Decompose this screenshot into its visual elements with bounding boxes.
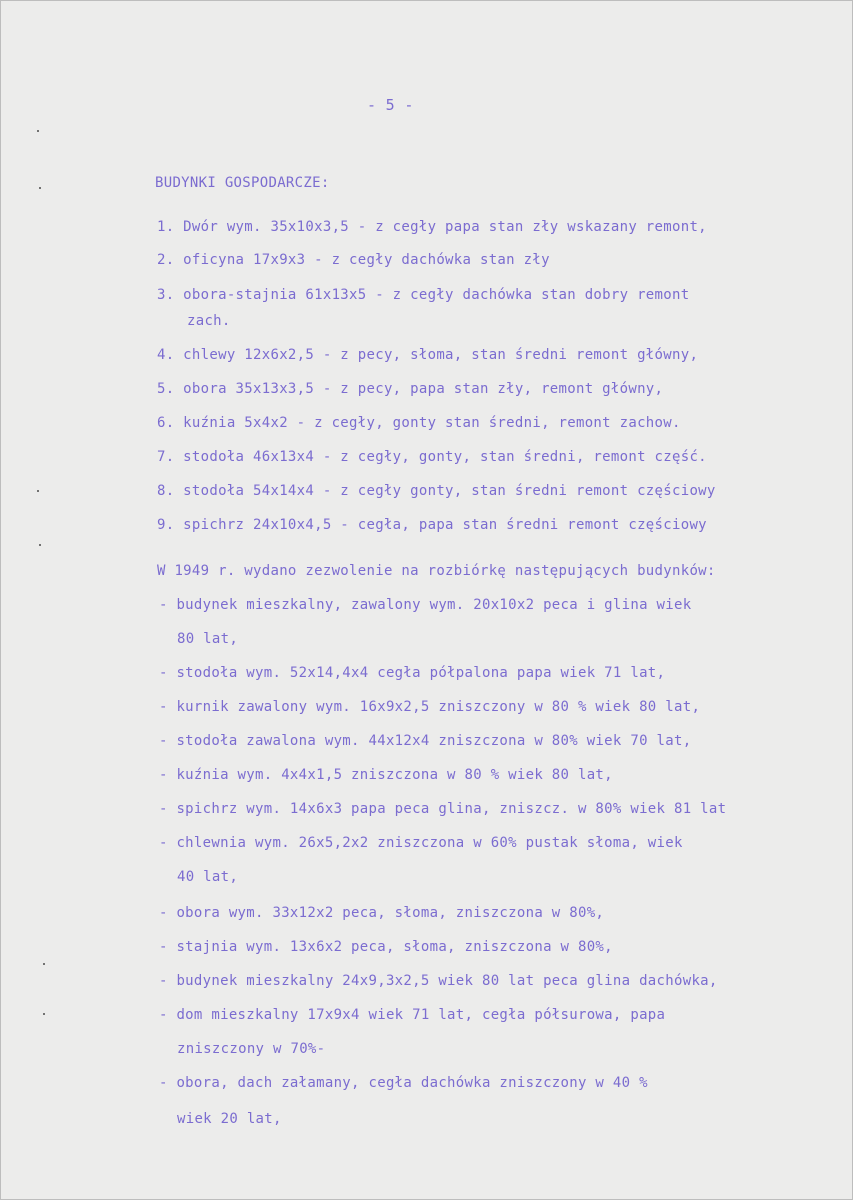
demolition-item-11-cont: zniszczony w 70%- [177,1041,326,1057]
demolition-item-9: - stajnia wym. 13x6x2 peca, słoma, zniszczona w 80%, [159,939,613,955]
demolition-item-1: - budynek mieszkalny, zawalony wym. 20x10x2 peca i glina wiek [159,597,692,613]
demolition-item-5: - kuźnia wym. 4x4x1,5 zniszczona w 80 % wiek 80 lat, [159,767,613,783]
demolition-item-7-cont: 40 lat, [177,869,239,885]
building-item-2: 2. oficyna 17x9x3 - z cegły dachówka stan zły [157,252,550,268]
building-item-5: 5. obora 35x13x3,5 - z pecy, papa stan zły, remont główny, [157,381,664,397]
demolition-item-4: - stodoła zawalona wym. 44x12x4 zniszczona w 80% wiek 70 lat, [159,733,692,749]
building-item-6: 6. kuźnia 5x4x2 - z cegły, gonty stan średni, remont zachow. [157,415,681,431]
demolition-item-12-cont: wiek 20 lat, [177,1111,282,1127]
demolition-item-3: - kurnik zawalony wym. 16x9x2,5 zniszczony w 80 % wiek 80 lat, [159,699,701,715]
building-item-1: 1. Dwór wym. 35x10x3,5 - z cegły papa stan zły wskazany remont, [157,219,707,235]
page-number: - 5 - [367,96,414,114]
demolition-item-8: - obora wym. 33x12x2 peca, słoma, zniszczona w 80%, [159,905,605,921]
building-item-9: 9. spichrz 24x10x4,5 - cegła, papa stan średni remont częściowy [157,517,707,533]
demolition-item-10: - budynek mieszkalny 24x9,3x2,5 wiek 80 lat peca glina dachówka, [159,973,718,989]
demolition-item-11: - dom mieszkalny 17x9x4 wiek 71 lat, cegła półsurowa, papa [159,1007,666,1023]
building-item-4: 4. chlewy 12x6x2,5 - z pecy, słoma, stan średni remont główny, [157,347,699,363]
building-item-7: 7. stodoła 46x13x4 - z cegły, gonty, stan średni, remont część. [157,449,707,465]
demolition-item-12: - obora, dach załamany, cegła dachówka zniszczony w 40 % [159,1075,648,1091]
margin-speck [43,963,45,965]
section-heading: BUDYNKI GOSPODARCZE: [155,175,330,191]
demolition-item-6: - spichrz wym. 14x6x3 papa peca glina, zniszcz. w 80% wiek 81 lat [159,801,727,817]
building-item-3-cont: zach. [187,313,231,329]
demolition-item-2: - stodoła wym. 52x14,4x4 cegła półpalona papa wiek 71 lat, [159,665,666,681]
demolition-item-1-cont: 80 lat, [177,631,239,647]
margin-speck [43,1013,45,1015]
demolition-intro: W 1949 r. wydano zezwolenie na rozbiórkę następujących budynków: [157,563,716,579]
margin-speck [37,130,39,132]
demolition-item-7: - chlewnia wym. 26x5,2x2 zniszczona w 60% pustak słoma, wiek [159,835,683,851]
margin-speck [39,187,41,189]
margin-speck [39,544,41,546]
margin-speck [37,490,39,492]
building-item-3: 3. obora-stajnia 61x13x5 - z cegły dachówka stan dobry remont [157,287,690,303]
building-item-8: 8. stodoła 54x14x4 - z cegły gonty, stan średni remont częściowy [157,483,716,499]
